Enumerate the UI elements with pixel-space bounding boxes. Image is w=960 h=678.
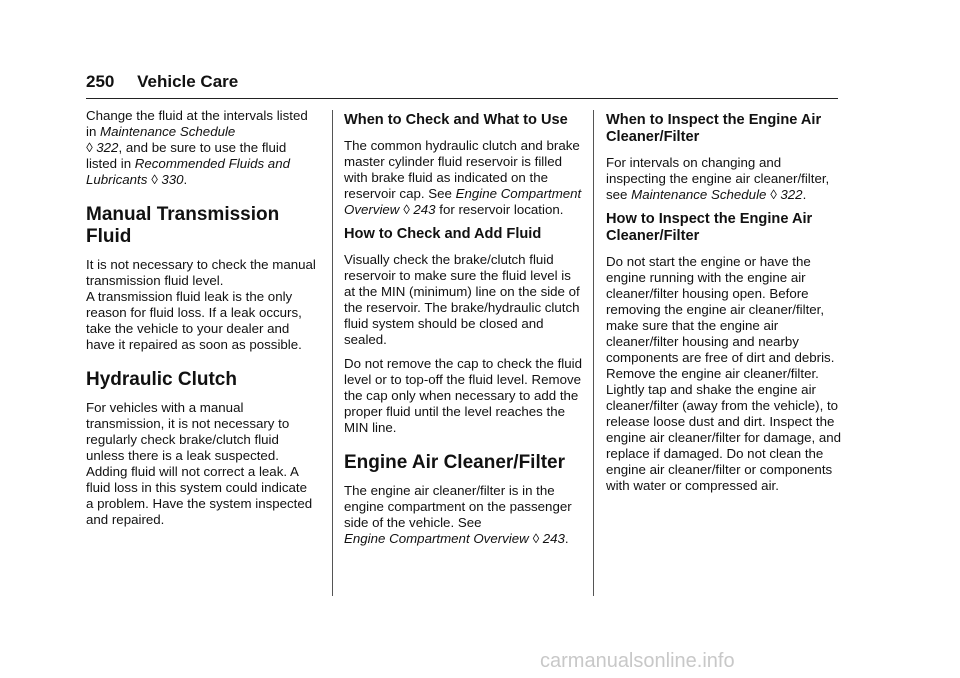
when-text-1: The common hydraulic clutch and brake master cylinder fluid reservoir is filled with brake fluid as indicated on the reservoir cap. See bbox=[344, 138, 580, 201]
page-ref-322-2[interactable]: ◊ 322 bbox=[770, 187, 803, 202]
page-ref-330[interactable]: ◊ 330 bbox=[151, 172, 184, 187]
intro-paragraph bbox=[86, 108, 318, 188]
how-to-check-paragraph-1: Visually check the brake/clutch fluid reservoir to make sure the fluid level is at the MIN (minimum) line on the side of the reservoir. The brake/hydraulic clutch fluid system should be closed and sealed. bbox=[344, 252, 580, 347]
maintenance-schedule-link[interactable]: Maintenance Schedule bbox=[100, 124, 236, 139]
when-to-inspect-paragraph bbox=[606, 155, 842, 203]
manual-transmission-paragraph-1 bbox=[86, 257, 318, 289]
when-to-check-paragraph bbox=[344, 138, 582, 218]
hydraulic-clutch-paragraph: For vehicles with a manual transmission, it is not necessary to regularly check brake/clutch fluid unless there is a leak suspected. Adding fluid will not correct a leak. A fluid loss in this system could indicate a problem. Have the system inspected and repaired. bbox=[86, 400, 313, 527]
when-text-2: for reservoir location. bbox=[435, 202, 564, 217]
when-to-inspect-heading: When to Inspect the Engine Air Cleaner/Filter bbox=[606, 112, 822, 145]
manual-transmission-paragraph-2: A transmission fluid leak is the only reason for fluid loss. If a leak occurs, take the vehicle to your dealer and have it repaired as soon as possible. bbox=[86, 289, 302, 352]
intro-text-1: Change the fluid at the intervals listed in bbox=[86, 108, 308, 139]
column-2 bbox=[344, 108, 582, 555]
manual-p1-text: It is not necessary to check the manual transmission fluid level. bbox=[86, 257, 316, 288]
column-1 bbox=[86, 108, 318, 536]
column-divider-1 bbox=[332, 110, 333, 596]
maintenance-schedule-link-2[interactable]: Maintenance Schedule bbox=[631, 187, 767, 202]
engine-text-2: . bbox=[564, 531, 569, 546]
column-divider-2 bbox=[593, 110, 594, 596]
intro-text-3: . bbox=[183, 172, 188, 187]
engine-air-cleaner-heading: Engine Air Cleaner/Filter bbox=[344, 452, 566, 473]
column-3 bbox=[606, 108, 842, 502]
when-to-check-heading: When to Check and What to Use bbox=[344, 112, 568, 128]
how-to-inspect-heading: How to Inspect the Engine Air Cleaner/Filter bbox=[606, 211, 813, 244]
how-to-check-paragraph-2: Do not remove the cap to check the fluid level or to top-off the fluid level. Remove the cap only when necessary to add the proper fluid until the level reaches the MIN line. bbox=[344, 356, 583, 435]
page-number: 250 bbox=[86, 72, 115, 91]
engine-compartment-link-2[interactable]: Engine Compartment Overview bbox=[344, 531, 529, 546]
page-ref-322[interactable]: ◊ 322 bbox=[86, 140, 119, 155]
page-ref-243-2[interactable]: ◊ 243 bbox=[532, 531, 565, 546]
page-header bbox=[86, 72, 238, 92]
intro-text-2: , and be sure to use the fluid listed in bbox=[86, 140, 287, 171]
inspect-text-1: For intervals on changing and inspecting the engine air cleaner/filter, see bbox=[606, 155, 830, 202]
inspect-text-2: . bbox=[802, 187, 807, 202]
engine-air-cleaner-paragraph bbox=[344, 483, 582, 547]
how-to-inspect-paragraph: Do not start the engine or have the engine running with the engine air cleaner/filter housing open. Before removing the engine air cleaner/filter, make sure that the engine air cleaner/filter housing and nearby components are free of dirt and debris. Remove the engine air cleaner/filter. Lightly tap and shake the engine air cleaner/filter (away from the vehicle), to release loose dust and dirt. Inspect the engine air cleaner/filter for damage, and replace if damaged. Do not clean the engine air cleaner/filter or components with water or compressed air. bbox=[606, 254, 842, 493]
header-rule bbox=[86, 98, 838, 99]
page-ref-243[interactable]: ◊ 243 bbox=[403, 202, 436, 217]
hydraulic-clutch-heading: Hydraulic Clutch bbox=[86, 369, 237, 390]
how-to-check-heading: How to Check and Add Fluid bbox=[344, 226, 542, 242]
engine-text-1: The engine air cleaner/filter is in the engine compartment on the passenger side of the vehicle. See bbox=[344, 483, 572, 530]
engine-compartment-link[interactable]: Engine Compartment Overview bbox=[344, 186, 582, 217]
section-title: Vehicle Care bbox=[137, 72, 239, 91]
manual-transmission-heading: Manual Transmission Fluid bbox=[86, 204, 280, 247]
recommended-fluids-link[interactable]: Recommended Fluids and Lubricants bbox=[86, 156, 290, 187]
watermark: carmanualsonline.info bbox=[540, 650, 735, 672]
